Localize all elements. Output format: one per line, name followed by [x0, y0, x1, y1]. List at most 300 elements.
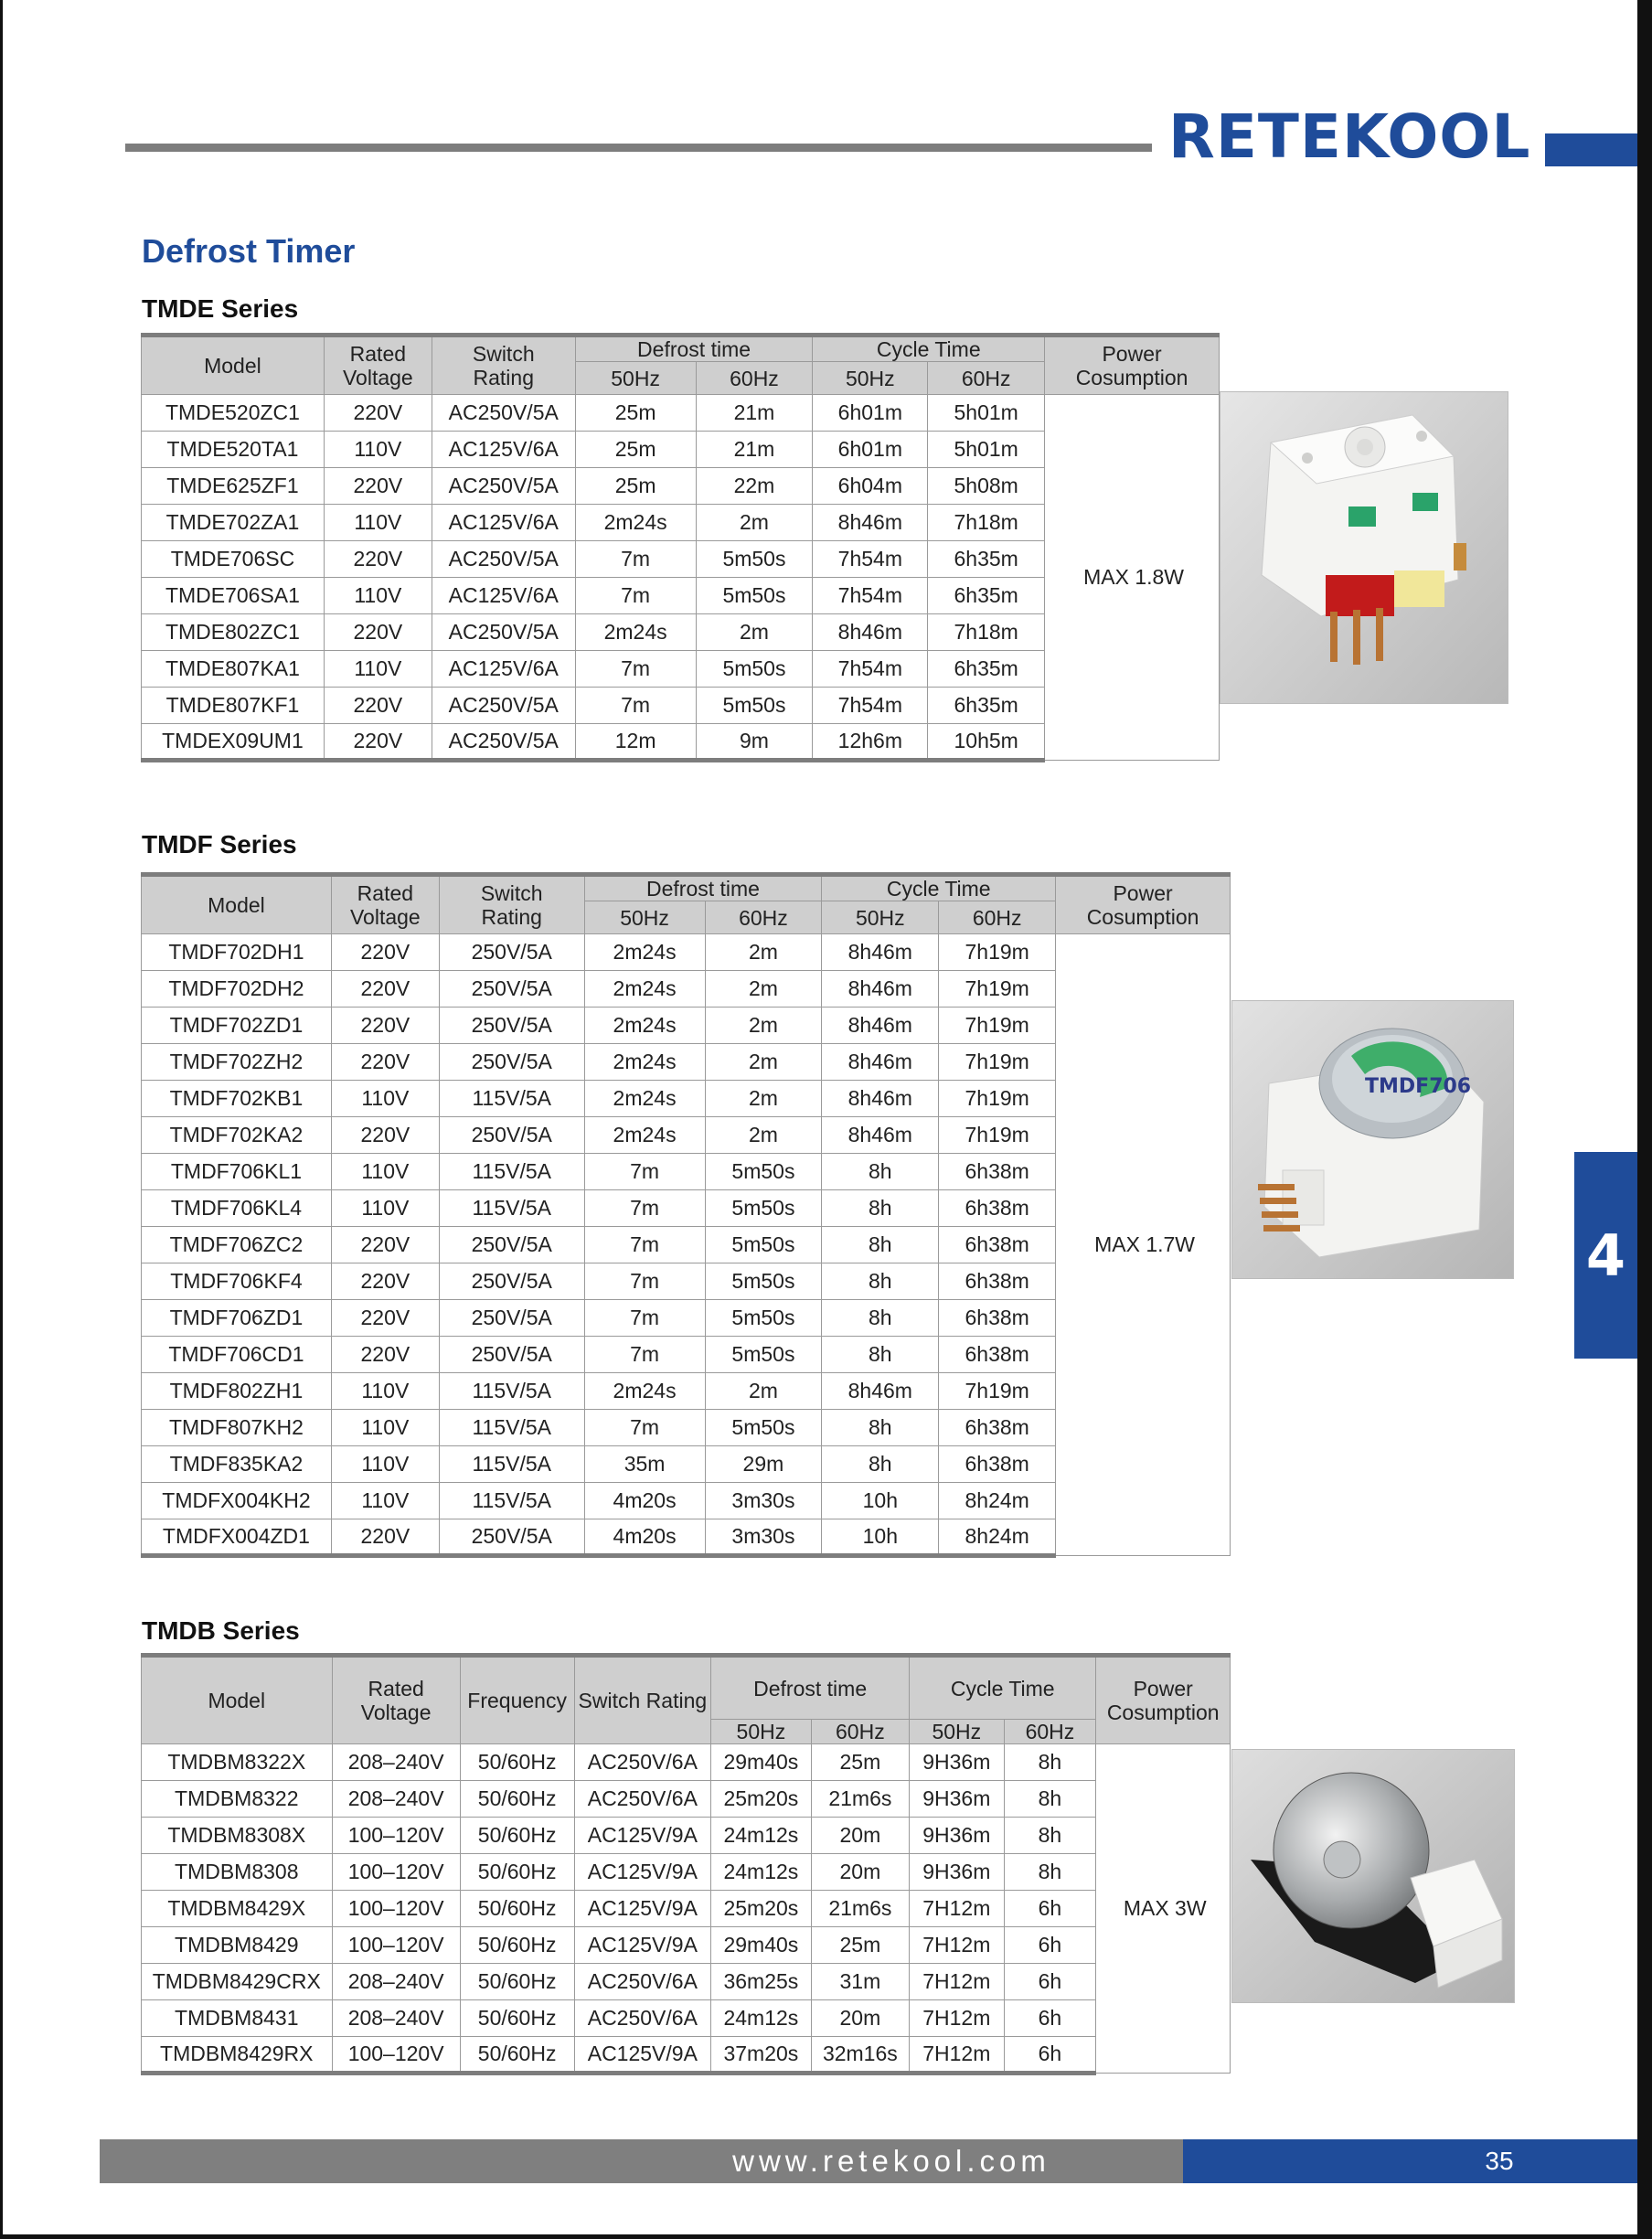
table-cell: 220V — [331, 1117, 439, 1154]
power-consumption-cell: MAX 3W — [1096, 1744, 1231, 2074]
table-cell: 7h54m — [813, 578, 928, 614]
table-cell: 21m — [696, 432, 813, 468]
table-cell: 50/60Hz — [460, 1927, 574, 1964]
table-cell: 8h — [1004, 1854, 1096, 1891]
table-cell: AC250V/5A — [432, 395, 575, 432]
col-power-label: Power Cosumption — [1106, 1677, 1220, 1724]
table-cell: 100–120V — [332, 1818, 460, 1854]
table-cell: 50/60Hz — [460, 2037, 574, 2074]
table-cell: 29m — [705, 1446, 822, 1483]
col-power-label: Power Cosumption — [1075, 342, 1188, 389]
page-title: Defrost Timer — [142, 232, 356, 270]
model-cell: TMDF702KB1 — [142, 1081, 332, 1117]
table-cell: 20m — [811, 1854, 910, 1891]
table-cell: 7m — [575, 578, 696, 614]
table-cell: 21m — [696, 395, 813, 432]
table-cell: 7h19m — [939, 971, 1056, 1008]
table-cell: 7m — [584, 1300, 705, 1337]
table-cell: 6h — [1004, 1964, 1096, 2000]
table-cell: 3m30s — [705, 1519, 822, 1556]
table-cell: 8h — [822, 1300, 939, 1337]
table-cell: 220V — [331, 1519, 439, 1556]
model-cell: TMDE706SC — [142, 541, 325, 578]
table-cell: 5h01m — [928, 432, 1045, 468]
table-cell: 110V — [331, 1483, 439, 1519]
col-cycle-60hz: 60Hz — [928, 362, 1045, 395]
table-cell: 36m25s — [711, 1964, 811, 2000]
table-cell: 250V/5A — [439, 1044, 584, 1081]
table-cell: 110V — [324, 432, 432, 468]
col-cycle-time: Cycle Time — [910, 1656, 1096, 1720]
table-cell: 6h35m — [928, 578, 1045, 614]
table-cell: 8h — [1004, 1781, 1096, 1818]
table-cell: 115V/5A — [439, 1373, 584, 1410]
table-cell: 21m6s — [811, 1781, 910, 1818]
model-cell: TMDF706ZC2 — [142, 1227, 332, 1263]
table-cell: 7H12m — [910, 1927, 1004, 1964]
table-cell: 8h46m — [822, 1117, 939, 1154]
col-defrost-time: Defrost time — [584, 875, 822, 901]
table-cell: 2m24s — [575, 614, 696, 651]
table-row — [142, 1818, 1231, 1854]
table-cell: 220V — [324, 688, 432, 724]
table-cell: 208–240V — [332, 1781, 460, 1818]
table-cell: 50/60Hz — [460, 1744, 574, 1781]
table-cell: 2m — [705, 971, 822, 1008]
table-cell: AC250V/5A — [432, 541, 575, 578]
table-cell: 32m16s — [811, 2037, 910, 2074]
model-cell: TMDE706SA1 — [142, 578, 325, 614]
table-cell: AC250V/6A — [574, 2000, 711, 2037]
table-cell: 220V — [331, 971, 439, 1008]
table-cell: 8h — [822, 1410, 939, 1446]
table-cell: 8h46m — [822, 1044, 939, 1081]
table-cell: 220V — [331, 1008, 439, 1044]
model-cell: TMDF702DH2 — [142, 971, 332, 1008]
table-cell: 9H36m — [910, 1744, 1004, 1781]
model-cell: TMDE702ZA1 — [142, 505, 325, 541]
table-cell: 2m — [705, 1081, 822, 1117]
footer-url[interactable]: www.retekool.com — [732, 2144, 1050, 2178]
col-switch-rating — [439, 875, 584, 934]
table-cell: 250V/5A — [439, 1263, 584, 1300]
table-cell: 100–120V — [332, 1927, 460, 1964]
table-cell: 220V — [331, 1044, 439, 1081]
col-defrost-60hz: 60Hz — [696, 362, 813, 395]
table-cell: 12m — [575, 724, 696, 761]
table-cell: 7h54m — [813, 688, 928, 724]
table-cell: 2m — [696, 505, 813, 541]
table-cell: 7m — [584, 1263, 705, 1300]
table-cell: 37m20s — [711, 2037, 811, 2074]
col-switch-rating: Switch Rating — [574, 1656, 711, 1744]
table-cell: 2m24s — [584, 934, 705, 971]
table-cell: 50/60Hz — [460, 1891, 574, 1927]
table-cell: AC250V/5A — [432, 688, 575, 724]
col-rated-voltage — [331, 875, 439, 934]
table-cell: 115V/5A — [439, 1081, 584, 1117]
table-cell: 2m24s — [584, 1373, 705, 1410]
table-cell: 250V/5A — [439, 934, 584, 971]
table-cell: 6h38m — [939, 1227, 1056, 1263]
col-rated-voltage — [324, 336, 432, 395]
table-cell: 208–240V — [332, 1964, 460, 2000]
table-cell: 8h46m — [822, 1008, 939, 1044]
table-cell: 5m50s — [696, 651, 813, 688]
footer-page-bar — [1183, 2139, 1637, 2183]
table-cell: 20m — [811, 1818, 910, 1854]
table-cell: AC250V/5A — [432, 614, 575, 651]
table-cell: 7h19m — [939, 934, 1056, 971]
table-cell: 110V — [331, 1410, 439, 1446]
table-cell: 7h19m — [939, 1044, 1056, 1081]
model-cell: TMDF802ZH1 — [142, 1373, 332, 1410]
col-rated-voltage-label: Rated Voltage — [342, 342, 413, 389]
table-cell: AC125V/6A — [432, 651, 575, 688]
table-cell: 100–120V — [332, 2037, 460, 2074]
col-switch-rating-label: Switch Rating — [480, 881, 543, 929]
table-cell: 9m — [696, 724, 813, 761]
model-cell: TMDE807KA1 — [142, 651, 325, 688]
table-cell: 6h35m — [928, 541, 1045, 578]
model-cell: TMDF706KL4 — [142, 1190, 332, 1227]
table-cell: AC125V/6A — [432, 505, 575, 541]
model-cell: TMDF807KH2 — [142, 1410, 332, 1446]
table-cell: AC125V/6A — [432, 432, 575, 468]
table-cell: 100–120V — [332, 1854, 460, 1891]
model-cell: TMDF702ZD1 — [142, 1008, 332, 1044]
table-cell: 7m — [584, 1337, 705, 1373]
table-cell: AC250V/6A — [574, 1781, 711, 1818]
table-cell: 7m — [584, 1227, 705, 1263]
table-cell: AC250V/5A — [432, 724, 575, 761]
table-cell: 6h38m — [939, 1190, 1056, 1227]
table-cell: 220V — [331, 1337, 439, 1373]
table-cell: 6h — [1004, 1927, 1096, 1964]
model-cell: TMDE625ZF1 — [142, 468, 325, 505]
page-border-right — [1637, 0, 1652, 2239]
table-cell: 5h08m — [928, 468, 1045, 505]
table-cell: 2m — [696, 614, 813, 651]
table-cell: 7m — [575, 651, 696, 688]
col-power — [1096, 1656, 1231, 1744]
col-defrost-50hz: 50Hz — [711, 1720, 811, 1744]
table-cell: 25m — [575, 395, 696, 432]
table-cell: 5m50s — [705, 1263, 822, 1300]
table-cell: 50/60Hz — [460, 1818, 574, 1854]
table-row — [142, 2037, 1231, 2074]
tmdb-timer-photo — [1231, 1749, 1515, 2003]
table-cell: 2m24s — [584, 1008, 705, 1044]
table-cell: 8h — [822, 1337, 939, 1373]
table-row — [142, 1927, 1231, 1964]
svg-text:TMDF706: TMDF706 — [1365, 1075, 1472, 1098]
table-cell: 250V/5A — [439, 1519, 584, 1556]
col-cycle-60hz: 60Hz — [939, 901, 1056, 934]
model-cell: TMDE802ZC1 — [142, 614, 325, 651]
table-row — [142, 1891, 1231, 1927]
table-cell: 110V — [324, 578, 432, 614]
table-cell: 2m24s — [584, 971, 705, 1008]
table-cell: AC250V/6A — [574, 1964, 711, 2000]
table-cell: 110V — [324, 651, 432, 688]
model-cell: TMDBM8429CRX — [142, 1964, 333, 2000]
table-cell: 10h — [822, 1519, 939, 1556]
tmdf-series-title: TMDF Series — [142, 830, 297, 858]
model-cell: TMDE520TA1 — [142, 432, 325, 468]
table-cell: 250V/5A — [439, 1337, 584, 1373]
table-row — [142, 395, 1220, 432]
table-cell: 220V — [331, 1227, 439, 1263]
model-cell: TMDBM8308X — [142, 1818, 333, 1854]
table-cell: 8h24m — [939, 1483, 1056, 1519]
table-cell: AC125V/9A — [574, 2037, 711, 2074]
table-cell: 5m50s — [705, 1227, 822, 1263]
table-cell: 250V/5A — [439, 971, 584, 1008]
table-cell: 9H36m — [910, 1854, 1004, 1891]
table-cell: 5m50s — [705, 1154, 822, 1190]
table-cell: 7H12m — [910, 2037, 1004, 2074]
model-cell: TMDFX004KH2 — [142, 1483, 332, 1519]
page-border-left — [0, 0, 3, 2239]
col-defrost-60hz: 60Hz — [705, 901, 822, 934]
table-cell: 9H36m — [910, 1818, 1004, 1854]
table-cell: 35m — [584, 1446, 705, 1483]
table-cell: 6h — [1004, 2000, 1096, 2037]
table-cell: 2m24s — [584, 1117, 705, 1154]
table-cell: 8h — [1004, 1818, 1096, 1854]
table-cell: 220V — [324, 541, 432, 578]
table-cell: 7m — [575, 688, 696, 724]
model-cell: TMDE520ZC1 — [142, 395, 325, 432]
model-cell: TMDF706ZD1 — [142, 1300, 332, 1337]
tmdf-spec-table — [141, 872, 1231, 1558]
col-model: Model — [142, 336, 325, 395]
table-row — [142, 1964, 1231, 2000]
model-cell: TMDBM8431 — [142, 2000, 333, 2037]
table-cell: 4m20s — [584, 1519, 705, 1556]
col-power — [1045, 336, 1220, 395]
table-cell: 24m12s — [711, 1818, 811, 1854]
table-cell: 6h — [1004, 2037, 1096, 2074]
col-defrost-50hz: 50Hz — [575, 362, 696, 395]
table-cell: AC125V/9A — [574, 1927, 711, 1964]
table-cell: 8h46m — [822, 1373, 939, 1410]
model-cell: TMDBM8429X — [142, 1891, 333, 1927]
table-cell: 6h38m — [939, 1337, 1056, 1373]
model-cell: TMDF702ZH2 — [142, 1044, 332, 1081]
tmdf-timer-photo — [1231, 1000, 1514, 1279]
table-cell: 115V/5A — [439, 1446, 584, 1483]
table-cell: 7H12m — [910, 2000, 1004, 2037]
table-cell: 8h — [822, 1227, 939, 1263]
table-cell: 6h38m — [939, 1446, 1056, 1483]
table-cell: 110V — [331, 1190, 439, 1227]
table-cell: 8h — [822, 1190, 939, 1227]
table-cell: AC125V/9A — [574, 1854, 711, 1891]
table-cell: 7h19m — [939, 1081, 1056, 1117]
table-cell: 6h35m — [928, 651, 1045, 688]
table-cell: 7H12m — [910, 1891, 1004, 1927]
page-number: 35 — [1485, 2147, 1514, 2175]
col-rated-voltage-label: Rated Voltage — [349, 881, 421, 929]
table-cell: 25m — [575, 468, 696, 505]
table-cell: 7h54m — [813, 541, 928, 578]
table-cell: 7m — [575, 541, 696, 578]
table-cell: 25m — [811, 1744, 910, 1781]
table-cell: 50/60Hz — [460, 1964, 574, 2000]
table-cell: 7h19m — [939, 1373, 1056, 1410]
model-cell: TMDBM8308 — [142, 1854, 333, 1891]
table-cell: 24m12s — [711, 1854, 811, 1891]
col-defrost-50hz: 50Hz — [584, 901, 705, 934]
table-cell: 6h38m — [939, 1263, 1056, 1300]
table-cell: 7h19m — [939, 1008, 1056, 1044]
table-cell: 5m50s — [696, 688, 813, 724]
table-cell: AC250V/6A — [574, 1744, 711, 1781]
table-cell: 7m — [584, 1154, 705, 1190]
table-row — [142, 1854, 1231, 1891]
table-cell: 6h01m — [813, 432, 928, 468]
table-cell: 250V/5A — [439, 1117, 584, 1154]
table-cell: 8h — [822, 1446, 939, 1483]
table-cell: 8h46m — [813, 614, 928, 651]
tmdb-spec-table — [141, 1653, 1231, 2075]
brand-logo: RETEKOOL — [1168, 101, 1531, 172]
table-cell: 115V/5A — [439, 1190, 584, 1227]
table-cell: 8h46m — [813, 505, 928, 541]
table-cell: 220V — [331, 1263, 439, 1300]
col-frequency: Frequency — [460, 1656, 574, 1744]
table-cell: 5h01m — [928, 395, 1045, 432]
page-border-bottom — [0, 2234, 1652, 2239]
col-cycle-time: Cycle Time — [813, 336, 1045, 362]
col-defrost-time: Defrost time — [575, 336, 813, 362]
table-cell: 220V — [324, 724, 432, 761]
table-cell: AC125V/9A — [574, 1818, 711, 1854]
table-cell: 10h — [822, 1483, 939, 1519]
table-cell: 7h18m — [928, 614, 1045, 651]
header-rule — [125, 144, 1152, 152]
table-cell: 5m50s — [705, 1300, 822, 1337]
table-cell: 25m20s — [711, 1891, 811, 1927]
model-cell: TMDF706CD1 — [142, 1337, 332, 1373]
col-rated-voltage-label: Rated Voltage — [360, 1677, 432, 1724]
table-cell: 220V — [324, 468, 432, 505]
table-cell: 2m24s — [584, 1044, 705, 1081]
table-row — [142, 934, 1231, 971]
power-consumption-cell: MAX 1.8W — [1045, 395, 1220, 761]
table-cell: 25m — [811, 1927, 910, 1964]
table-cell: 50/60Hz — [460, 2000, 574, 2037]
table-cell: 20m — [811, 2000, 910, 2037]
table-cell: 7H12m — [910, 1964, 1004, 2000]
table-cell: 115V/5A — [439, 1483, 584, 1519]
model-cell: TMDEX09UM1 — [142, 724, 325, 761]
table-cell: 2m24s — [584, 1081, 705, 1117]
table-cell: 208–240V — [332, 2000, 460, 2037]
model-cell: TMDF706KF4 — [142, 1263, 332, 1300]
table-cell: 110V — [331, 1081, 439, 1117]
table-cell: 2m — [705, 1373, 822, 1410]
table-cell: 250V/5A — [439, 1008, 584, 1044]
table-cell: 110V — [331, 1446, 439, 1483]
table-cell: 220V — [331, 934, 439, 971]
table-cell: 5m50s — [705, 1190, 822, 1227]
table-cell: 5m50s — [696, 578, 813, 614]
model-cell: TMDF835KA2 — [142, 1446, 332, 1483]
col-rated-voltage — [332, 1656, 460, 1744]
table-cell: 100–120V — [332, 1891, 460, 1927]
model-cell: TMDF706KL1 — [142, 1154, 332, 1190]
table-cell: AC125V/6A — [432, 578, 575, 614]
table-cell: 2m24s — [575, 505, 696, 541]
table-cell: 8h46m — [822, 934, 939, 971]
table-cell: 220V — [331, 1300, 439, 1337]
table-cell: 6h01m — [813, 395, 928, 432]
tmde-timer-photo — [1220, 391, 1508, 704]
col-defrost-60hz: 60Hz — [811, 1720, 910, 1744]
model-cell: TMDBM8429 — [142, 1927, 333, 1964]
table-cell: 5m50s — [696, 541, 813, 578]
table-cell: 6h — [1004, 1891, 1096, 1927]
table-cell: 2m — [705, 1117, 822, 1154]
table-cell: 7m — [584, 1190, 705, 1227]
table-cell: 6h04m — [813, 468, 928, 505]
col-switch-rating — [432, 336, 575, 395]
table-cell: AC125V/9A — [574, 1891, 711, 1927]
table-cell: 29m40s — [711, 1744, 811, 1781]
table-cell: 7m — [584, 1410, 705, 1446]
table-cell: 6h35m — [928, 688, 1045, 724]
col-power-label: Power Cosumption — [1086, 881, 1199, 929]
table-cell: 8h46m — [822, 971, 939, 1008]
table-cell: 220V — [324, 614, 432, 651]
col-power — [1056, 875, 1231, 934]
model-cell: TMDBM8322 — [142, 1781, 333, 1818]
table-cell: 6h38m — [939, 1410, 1056, 1446]
table-cell: 7h54m — [813, 651, 928, 688]
table-cell: 115V/5A — [439, 1154, 584, 1190]
table-cell: 50/60Hz — [460, 1781, 574, 1818]
chapter-tab: 4 — [1574, 1152, 1637, 1359]
model-cell: TMDFX004ZD1 — [142, 1519, 332, 1556]
tmde-spec-table — [141, 333, 1220, 762]
table-cell: 9H36m — [910, 1781, 1004, 1818]
table-cell: 7h19m — [939, 1117, 1056, 1154]
table-cell: 6h38m — [939, 1300, 1056, 1337]
table-cell: 24m12s — [711, 2000, 811, 2037]
table-cell: 5m50s — [705, 1337, 822, 1373]
col-defrost-time: Defrost time — [711, 1656, 910, 1720]
tmdb-series-title: TMDB Series — [142, 1616, 300, 1645]
table-cell: 8h — [822, 1263, 939, 1300]
col-switch-rating-label: Switch Rating — [472, 342, 535, 389]
table-cell: AC250V/5A — [432, 468, 575, 505]
table-cell: 250V/5A — [439, 1300, 584, 1337]
model-cell: TMDF702KA2 — [142, 1117, 332, 1154]
table-cell: 250V/5A — [439, 1227, 584, 1263]
col-cycle-50hz: 50Hz — [822, 901, 939, 934]
table-cell: 25m — [575, 432, 696, 468]
table-cell: 208–240V — [332, 1744, 460, 1781]
table-cell: 12h6m — [813, 724, 928, 761]
table-cell: 2m — [705, 934, 822, 971]
model-cell: TMDBM8429RX — [142, 2037, 333, 2074]
table-cell: 5m50s — [705, 1410, 822, 1446]
table-cell: 2m — [705, 1008, 822, 1044]
table-row — [142, 1744, 1231, 1781]
